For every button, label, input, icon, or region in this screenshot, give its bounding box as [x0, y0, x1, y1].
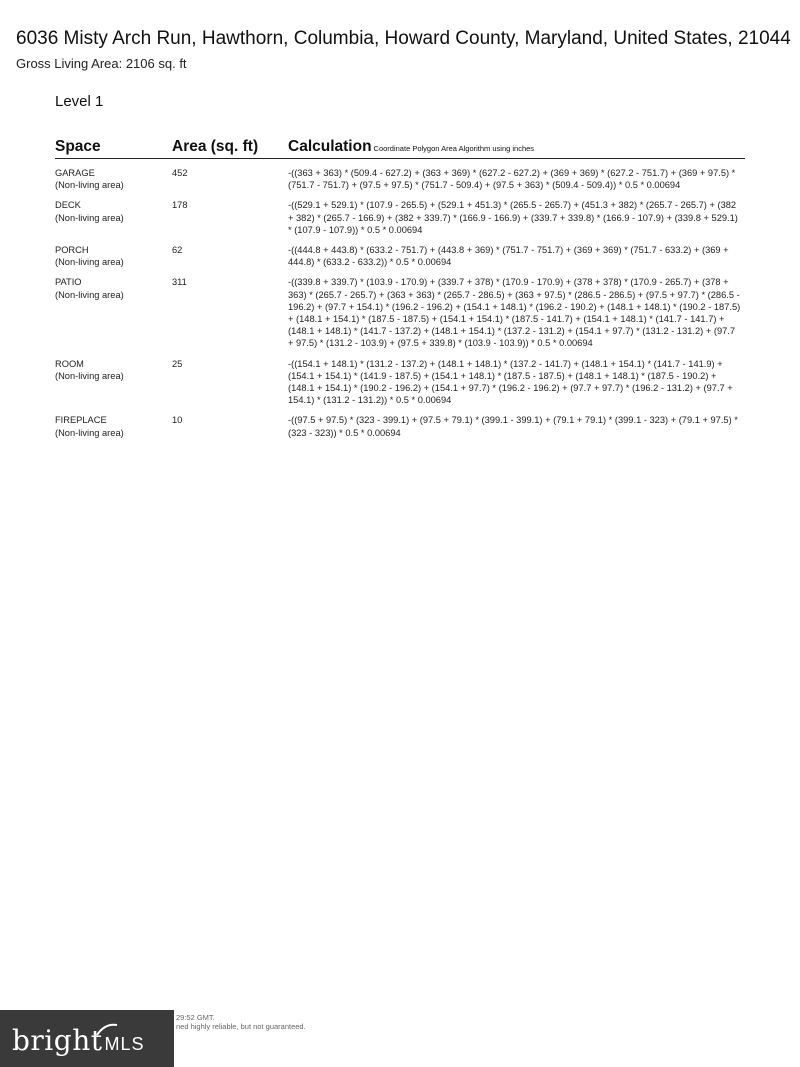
area-value: 10	[172, 415, 183, 426]
calculation-formula: -((339.8 + 339.7) * (103.9 - 170.9) + (339.7 + 378) * (170.9 - 170.9) + (378 + 378) * (170.9 - 265.7) + (378 + 363) * (265.7 - 265.7) + (363 + 363) * (265.7 - 286.5) + (363 + 97.5) * (286.5 - 286.5) + (97.5 + 97.7) * (286.5 - 196.2) + (97.7 + 154.1) * (196.2 - 196.2) + (154.1 + 148.1) * (196.2 - 190.2) + (148.1 + 148.1) * (190.2 - 187.5) + (148.1 + 154.1) * (187.5 - 187.5) + (154.1 + 154.1) * (187.5 - 141.7) + (154.1 + 148.1) * (141.7 - 141.7) + (148.1 + 148.1) * (141.7 - 137.2) + (148.1 + 154.1) * (137.2 - 131.2) + (154.1 + 97.7) * (131.2 - 131.2) + (97.7 + 97.5) * (131.2 - 103.9) + (97.5 + 339.8) * (103.9 - 103.9)) * 0.5 * 0.00694	[288, 277, 741, 349]
header-calculation-note: Coordinate Polygon Area Algorithm using inches	[373, 144, 535, 153]
space-cell	[55, 276, 165, 300]
area-value: 62	[172, 245, 183, 256]
table-row	[55, 414, 745, 438]
space-name: GARAGE	[55, 168, 95, 178]
space-cell	[55, 414, 165, 438]
space-cell	[55, 244, 165, 268]
space-name: DECK	[55, 200, 81, 211]
area-value: 311	[172, 277, 187, 288]
header-calculation	[288, 138, 534, 156]
table-row	[55, 244, 745, 268]
space-type: (Non-living area)	[55, 289, 124, 300]
space-name: FIREPLACE	[55, 415, 107, 426]
space-type: (Non-living area)	[55, 257, 124, 268]
table-row	[55, 276, 745, 349]
table-header	[55, 138, 745, 159]
calculation-formula: -((444.8 + 443.8) * (633.2 - 751.7) + (443.8 + 369) * (751.7 - 751.7) + (369 + 369) * (751.7 - 633.2) + (369 + 444.8) * (633.2 - 633.2)) * 0.5 * 0.00694	[288, 245, 729, 268]
area-value: 25	[172, 358, 183, 369]
area-calculation-table	[55, 138, 745, 439]
space-type: (Non-living area)	[55, 370, 124, 381]
space-cell	[55, 167, 165, 191]
area-value: 452	[172, 168, 188, 178]
logo-brand: bright	[12, 1024, 103, 1057]
table-row	[55, 199, 745, 236]
table-row	[55, 167, 745, 191]
area-value: 178	[172, 200, 188, 211]
calculation-formula: -((154.1 + 148.1) * (131.2 - 137.2) + (148.1 + 148.1) * (137.2 - 141.7) + (148.1 + 154.1) * (141.7 - 141.9) + (154.1 + 154.1) * (141.9 - 187.5) + (154.1 + 148.1) * (187.5 - 187.5) + (148.1 + 148.1) * (187.5 - 190.2) + (148.1 + 154.1) * (190.2 - 196.2) + (154.1 + 97.7) * (196.2 - 196.2) + (97.7 + 97.7) * (196.2 - 131.2) + (97.7 + 154.1) * (131.2 - 131.2)) * 0.5 * 0.00694	[288, 358, 733, 406]
fine-print-disclaimer: ned highly reliable, but not guaranteed.	[176, 1022, 306, 1031]
header-space: Space	[55, 138, 101, 155]
header-area: Area (sq. ft)	[172, 138, 259, 155]
calculation-formula: -((529.1 + 529.1) * (107.9 - 265.5) + (529.1 + 451.3) * (265.5 - 265.7) + (451.3 + 382) * (265.7 - 265.7) + (382 + 382) * (265.7 - 166.9) + (382 + 339.7) * (166.9 - 166.9) + (339.7 + 339.8) * (166.9 - 107.9) + (339.8 + 529.1) * (107.9 - 107.9)) * 0.5 * 0.00694	[288, 200, 738, 235]
space-name: PATIO	[55, 277, 82, 288]
space-cell	[55, 199, 165, 223]
fine-print-timestamp: 29:52 GMT.	[176, 1013, 215, 1022]
calculation-formula: -((363 + 363) * (509.4 - 627.2) + (363 + 369) * (627.2 - 627.2) + (369 + 369) * (627.2 - 751.7) + (369 + 97.5) * (751.7 - 751.7) + (97.5 + 97.5) * (751.7 - 509.4) + (97.5 + 363) * (509.4 - 509.4)) * 0.5 * 0.00694	[288, 168, 736, 191]
bright-mls-logo	[0, 1010, 174, 1067]
header-calculation-label: Calculation	[288, 138, 372, 155]
space-cell	[55, 358, 165, 382]
logo-mls: MLS	[104, 1034, 145, 1054]
gross-living-area: Gross Living Area: 2106 sq. ft	[16, 56, 187, 71]
space-type: (Non-living area)	[55, 180, 124, 191]
space-name: PORCH	[55, 245, 89, 256]
logo-swoosh-icon	[96, 1022, 118, 1038]
space-name: ROOM	[55, 358, 84, 369]
logo-wordmark	[12, 1024, 145, 1057]
table-row	[55, 358, 745, 407]
level-heading: Level 1	[55, 93, 104, 110]
space-type: (Non-living area)	[55, 212, 124, 223]
address-title: 6036 Misty Arch Run, Hawthorn, Columbia, Howard County, Maryland, United States, 21044	[16, 28, 791, 49]
calculation-formula: -((97.5 + 97.5) * (323 - 399.1) + (97.5 + 79.1) * (399.1 - 399.1) + (79.1 + 79.1) * (399.1 - 323) + (79.1 + 97.5) * (323 - 323)) * 0.5 * 0.00694	[288, 415, 738, 438]
space-type: (Non-living area)	[55, 427, 124, 438]
